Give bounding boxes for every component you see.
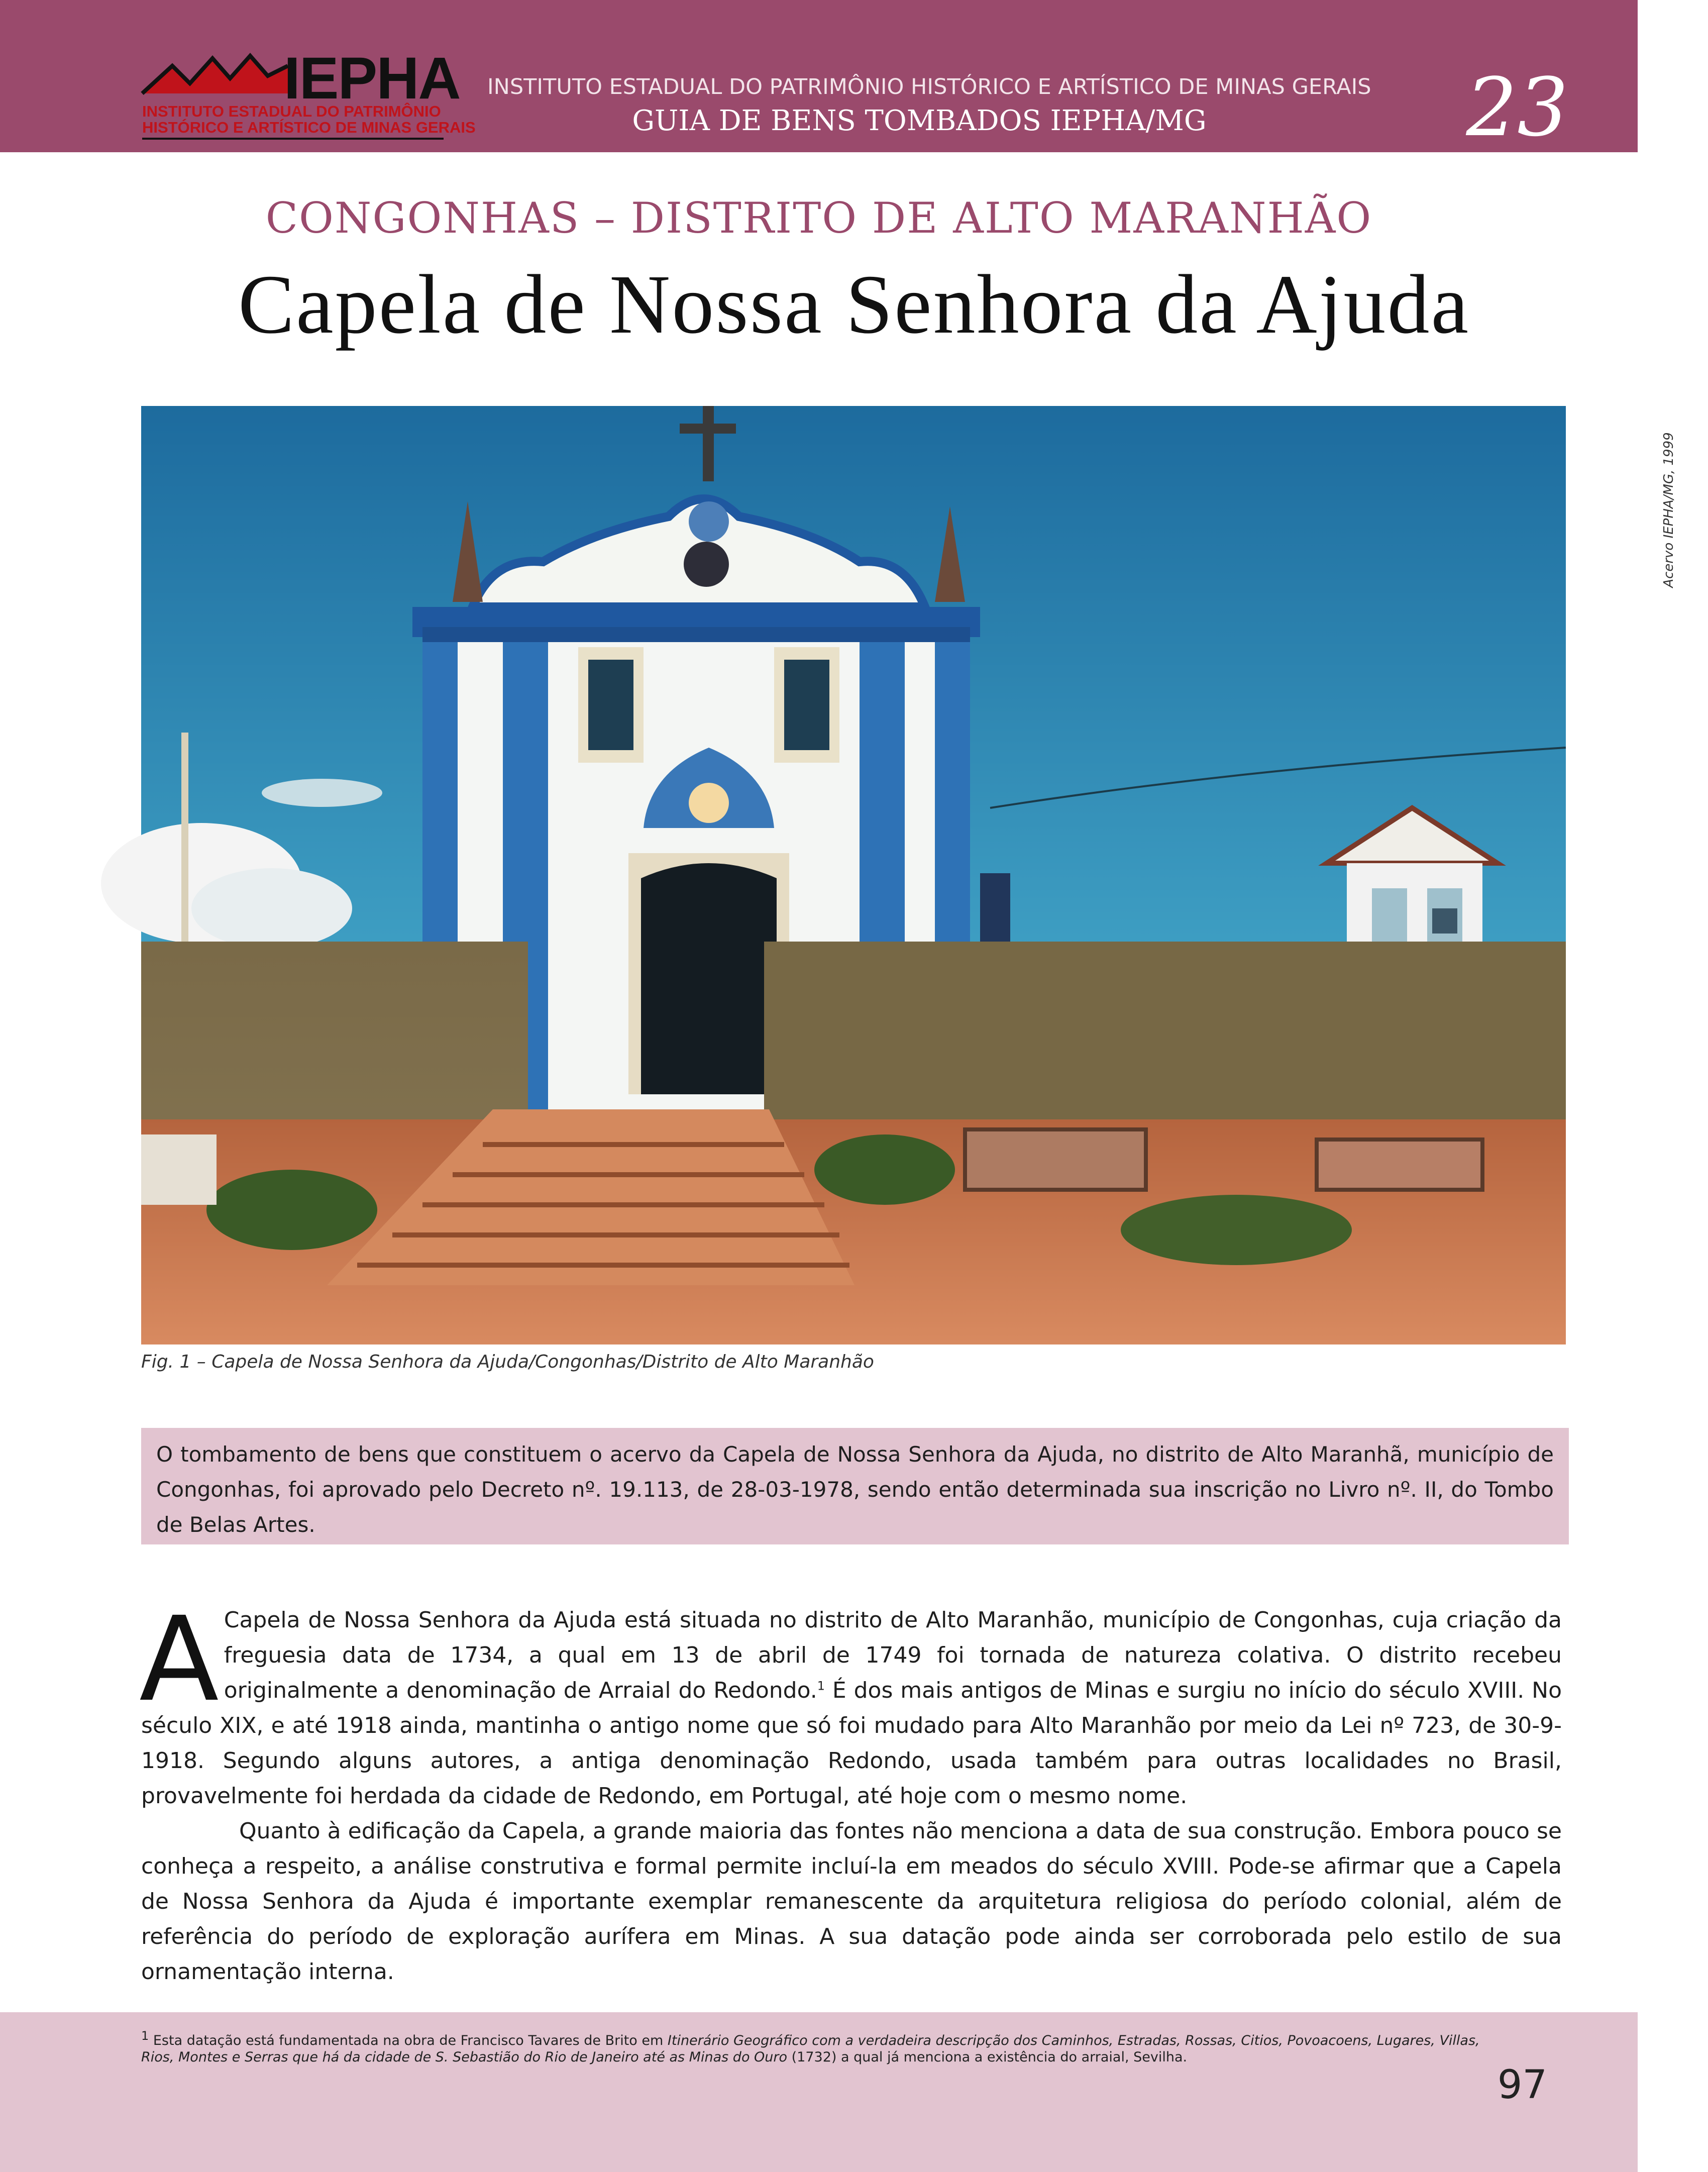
logo-wordmark: IEPHA xyxy=(284,45,460,112)
guide-title: GUIA DE BENS TOMBADOS IEPHA/MG xyxy=(632,105,1207,137)
mountain-logo-icon xyxy=(142,48,288,93)
paragraph-2: Quanto à edificação da Capela, a grande maioria das fontes não menciona a data de sua construção. Embora pouco se conheça a respeito, a análise construtiva e formal permite incluí-la em meados do século XVIII. Pode-se afirmar que a Capela de Nossa Senhora da Ajuda é importante exemplar remanescente da arquitetura religiosa do período colonial, além de referência do período de exploração aurífera em Minas. A sua datação pode ainda ser corroborada pelo estilo de sua ornamentação interna. xyxy=(141,1818,1562,1985)
figure-caption: Fig. 1 – Capela de Nossa Senhora da Ajuda/Congonhas/Distrito de Alto Maranhão xyxy=(141,1352,874,1372)
drop-cap: A xyxy=(139,1592,219,1727)
footnote-text-b: (1732) a qual já menciona a existência do arraial, Sevilha. xyxy=(787,2049,1188,2065)
page-number: 97 xyxy=(1497,2062,1547,2108)
paragraph-1-part-b: É dos mais antigos de Minas e surgiu no início do século XVIII. No século XIX, e até 1918 ainda, mantinha o antigo nome que só foi mudado para Alto Maranhão por meio da Lei nº 723, de 30-9-1918. Segundo alguns autores, a antiga denominação Redondo, usada também para outras localidades no Brasil, provavelmente foi herdada da cidade de Redondo, em Portugal, até hoje com o mesmo nome. xyxy=(141,1678,1562,1809)
logo-subtitle-line2: HISTÓRICO E ARTÍSTICO DE MINAS GERAIS xyxy=(142,119,476,136)
chapel-illustration xyxy=(141,406,1566,1344)
footer-band xyxy=(0,2012,1638,2172)
section-number: 23 xyxy=(1466,60,1568,154)
footnote-text-a: Esta datação está fundamentada na obra de Francisco Tavares de Brito em xyxy=(149,2033,668,2048)
chapel-photo xyxy=(141,406,1566,1344)
photo-credit: Acervo IEPHA/MG, 1999 xyxy=(1661,432,1676,588)
logo-subtitle-line1: INSTITUTO ESTADUAL DO PATRIMÔNIO xyxy=(142,102,441,120)
paragraph-1-part-a: Capela de Nossa Senhora da Ajuda está situada no distrito de Alto Maranhão, município de Congonhas, cuja criação da freguesia data de 1734, a qual em 13 de abril de 1749 foi tornada de natureza colativa. O distrito recebeu originalmente a denominação de Arraial do Redondo. xyxy=(224,1607,1562,1703)
footnote-reference[interactable]: 1 xyxy=(817,1679,825,1693)
body-text xyxy=(139,1592,1562,1990)
summary-box: O tombamento de bens que constituem o acervo da Capela de Nossa Senhora da Ajuda, no distrito de Alto Maranhã, município de Congonhas, foi aprovado pelo Decreto nº. 19.113, de 28-03-1978, sendo então determinada sua inscrição no Livro nº. II, do Tombo de Belas Artes. xyxy=(141,1428,1569,1544)
footnote-mark: 1 xyxy=(141,2029,149,2043)
iepha-logo xyxy=(142,45,476,144)
header-band xyxy=(0,0,1638,152)
location-kicker: CONGONHAS – DISTRITO DE ALTO MARANHÃO xyxy=(265,193,1372,243)
page-title: Capela de Nossa Senhora da Ajuda xyxy=(238,258,1470,351)
footnote xyxy=(141,2029,1498,2065)
institution-name: INSTITUTO ESTADUAL DO PATRIMÔNIO HISTÓRICO E ARTÍSTICO DE MINAS GERAIS xyxy=(487,74,1371,99)
logo-underline xyxy=(142,138,444,140)
footnote-book-title: Itinerário Geográfico com a verdadeira descripção dos Caminhos, Estradas, Rossas, Citios, Povoacoens, Lugares, Villas, Rios, Montes e Serras que há da cidade de S. Sebastião do Rio de Janeiro até as Minas do Ouro xyxy=(141,2033,1480,2065)
paragraph-1 xyxy=(139,1592,1562,1814)
